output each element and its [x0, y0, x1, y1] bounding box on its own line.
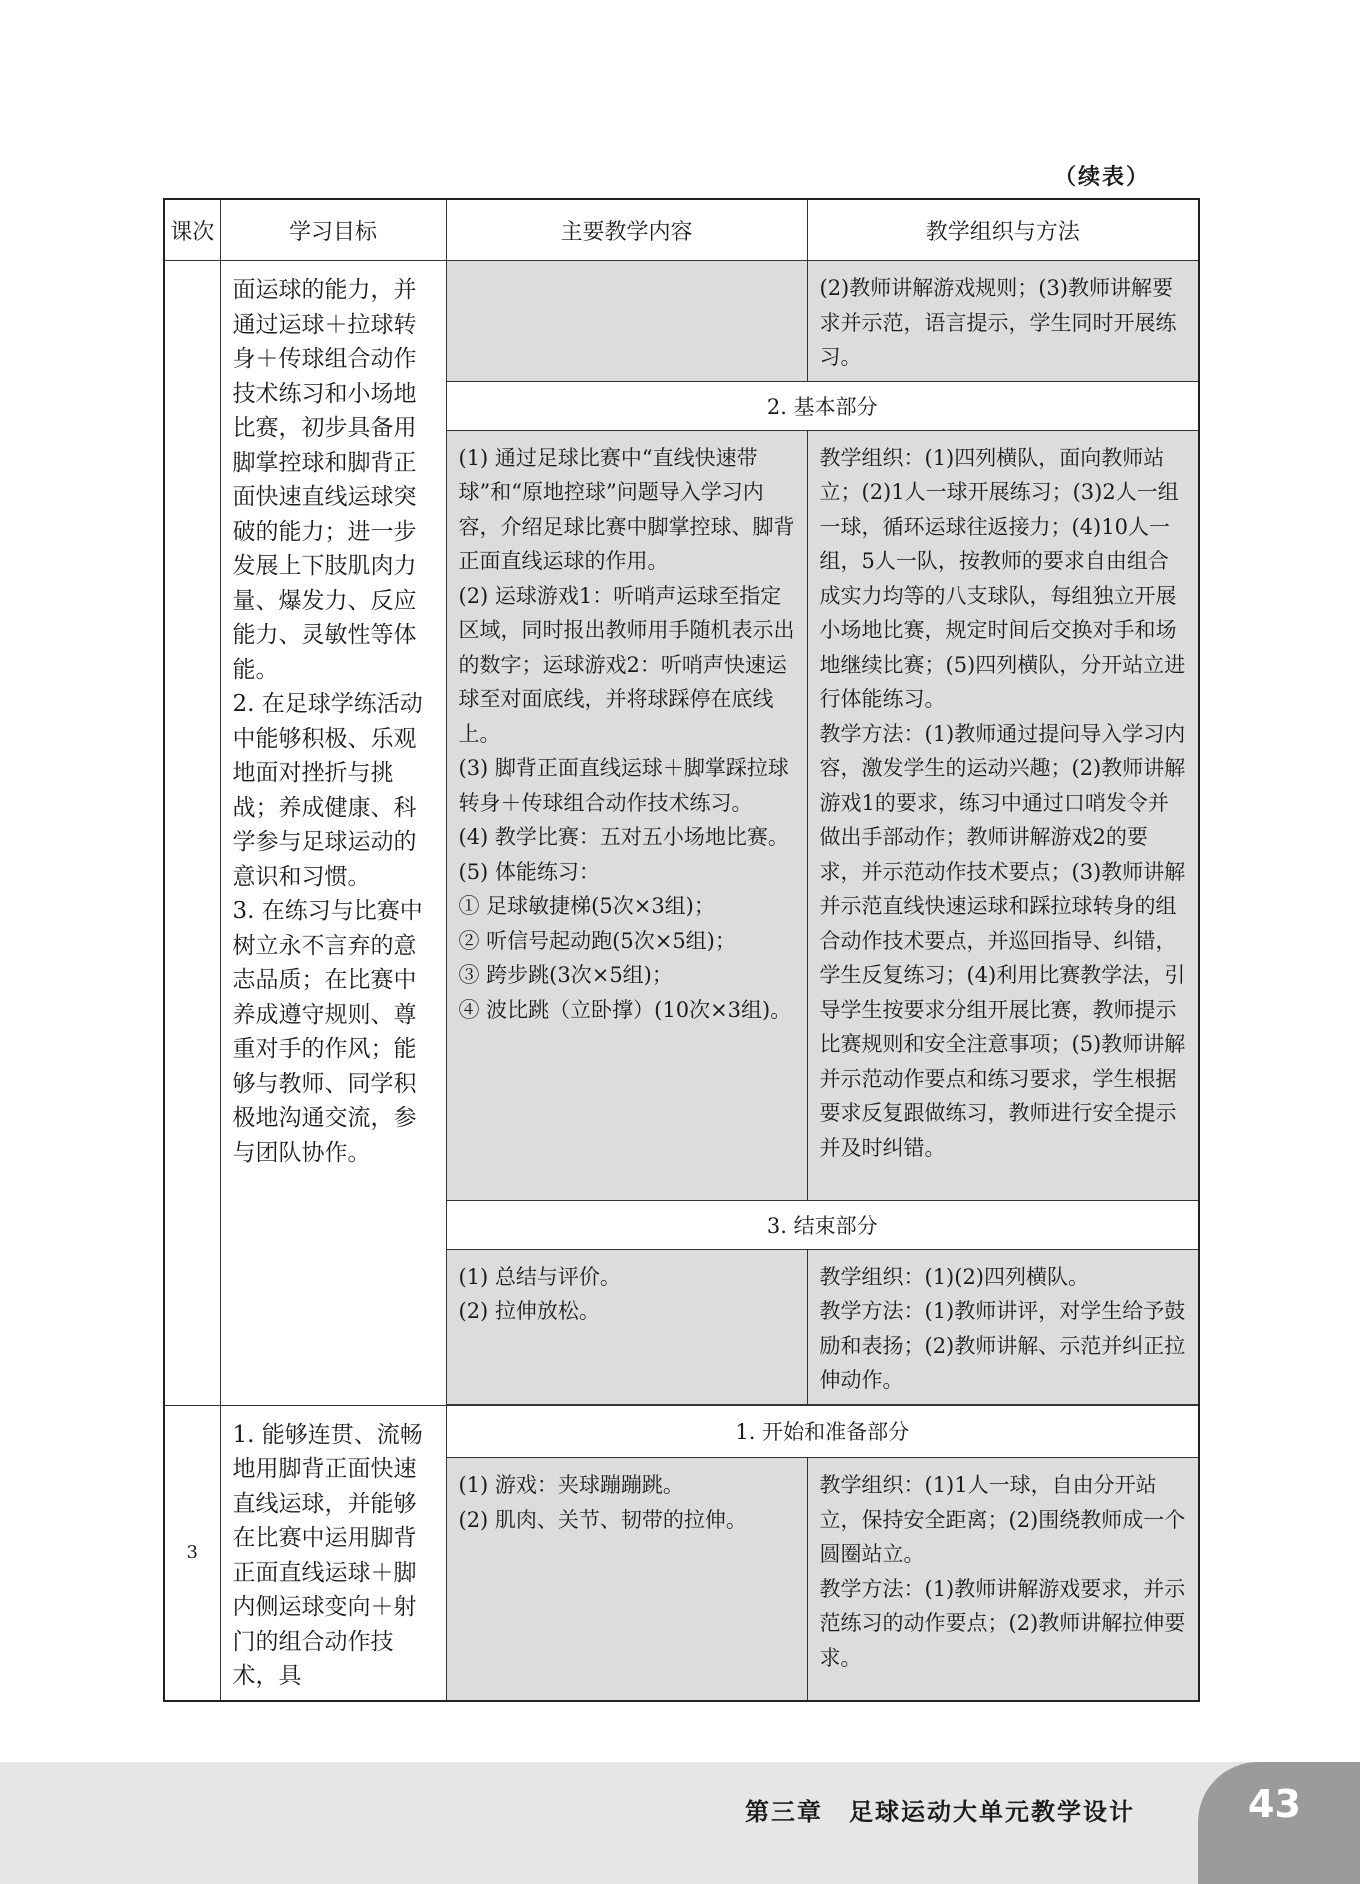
content-cell [446, 1249, 807, 1404]
section-prep-title: 1. 开始和准备部分 [446, 1405, 1199, 1458]
chapter-title: 第三章 足球运动大单元教学设计 [745, 1798, 1135, 1826]
header-method: 教学组织与方法 [807, 199, 1199, 261]
section-basic-title: 2. 基本部分 [446, 381, 1199, 430]
header-goal: 学习目标 [220, 199, 446, 261]
content-text: (1) 通过足球比赛中“直线快速带球”和“原地控球”问题导入学习内容，介绍足球比赛中脚掌控球、脚背正面直线运球的作用。 (2) 运球游戏1：听哨声运球至指定区域，同时报出教师用手随机表示出的数字；运球游戏2：听哨声快速运球至对面底线，并将球踩停在底线上。 (3) 脚背正面直线运球＋脚掌踩拉球转身＋传球组合动作技术练习。 (4) 教学比赛：五对五小场地比赛。 (5) 体能练习： ① 足球敏捷梯(5次×3组)； ② 听信号起动跑(5次×5组)； ③ 跨步跳(3次×5组)； ④ 波比跳（立卧撑）(10次×3组)。 [458, 445, 795, 1022]
goal-cell [220, 1405, 446, 1701]
goal-text: 1. 能够连贯、流畅地用脚背正面快速直线运球，并能够在比赛中运用脚背正面直线运球＋脚内侧运球变向＋射门的组合动作技术，具 [232, 1421, 423, 1689]
method-cell [807, 1458, 1199, 1701]
content-text: (1) 总结与评价。 (2) 拉伸放松。 [458, 1264, 621, 1323]
content-text: (1) 游戏：夹球蹦蹦跳。 (2) 肌肉、关节、韧带的拉伸。 [458, 1473, 747, 1532]
goal-text: 面运球的能力，并通过运球＋拉球转身＋传球组合动作技术练习和小场地比赛，初步具备用脚掌控球和脚背正面快速直线运球突破的能力；进一步发展上下肢肌肉力量、爆发力、反应能力、灵敏性等体能。 2. 在足球学练活动中能够积极、乐观地面对挫折与挑战；养成健康、科学参与足球运动的意识和习惯。 3. 在练习与比赛中树立永不言弃的意志品质；在比赛中养成遵守规则、尊重对手的作风；能够与教师、同学积极地沟通交流，参与团队协作。 [232, 277, 423, 1166]
content-text [447, 261, 807, 277]
content-cell [446, 430, 807, 1200]
method-text: (2)教师讲解游戏规则；(3)教师讲解要求并示范，语言提示，学生同时开展练习。 [819, 276, 1177, 369]
table-header-row [164, 199, 1199, 261]
header-lesson: 课次 [164, 199, 220, 261]
method-cell [807, 430, 1199, 1200]
method-cell [807, 1249, 1199, 1404]
section-row [164, 1405, 1199, 1458]
table-row [164, 261, 1199, 382]
header-content: 主要教学内容 [446, 199, 807, 261]
method-text: 教学组织：(1)1人一球，自由分开站立，保持安全距离；(2)围绕教师成一个圆圈站立。 教学方法：(1)教师讲解游戏要求，并示范练习的动作要点；(2)教师讲解拉伸要求。 [819, 1473, 1186, 1670]
continued-label: （续表） [1053, 165, 1150, 190]
method-text: 教学组织：(1)四列横队，面向教师站立；(2)1人一球开展练习；(3)2人一组一球，循环运球往返接力；(4)10人一组，5人一队，按教师的要求自由组合成实力均等的八支球队，每组独立开展小场地比赛，规定时间后交换对手和场地继续比赛；(5)四列横队，分开站立进行体能练习。 教学方法：(1)教师通过提问导入学习内容，激发学生的运动兴趣；(2)教师讲解游戏1的要求，练习中通过口哨发令并做出手部动作；教师讲解游戏2的要求，并示范动作技术要点；(3)教师讲解并示范直线快速运球和踩拉球转身的组合动作技术要点，并巡回指导、纠错，学生反复练习；(4)利用比赛教学法，引导学生按要求分组开展比赛，教师提示比赛规则和安全注意事项；(5)教师讲解并示范动作要点和练习要求，学生根据要求反复跟做练习，教师进行安全提示并及时纠错。 [819, 445, 1186, 1160]
lesson-number-cell: 3 [164, 1405, 220, 1701]
page-number: 43 [1248, 1782, 1301, 1826]
section-end-title: 3. 结束部分 [446, 1200, 1199, 1249]
lesson-number-cell [164, 261, 220, 1406]
goal-cell [220, 261, 446, 1406]
method-cell [807, 261, 1199, 382]
method-text: 教学组织：(1)(2)四列横队。 教学方法：(1)教师讲评，对学生给予鼓励和表扬；(2)教师讲解、示范并纠正拉伸动作。 [819, 1264, 1186, 1392]
content-cell [446, 1458, 807, 1701]
content-cell [446, 261, 807, 382]
page-footer [0, 1762, 1360, 1884]
lesson-plan-table [163, 198, 1200, 1702]
